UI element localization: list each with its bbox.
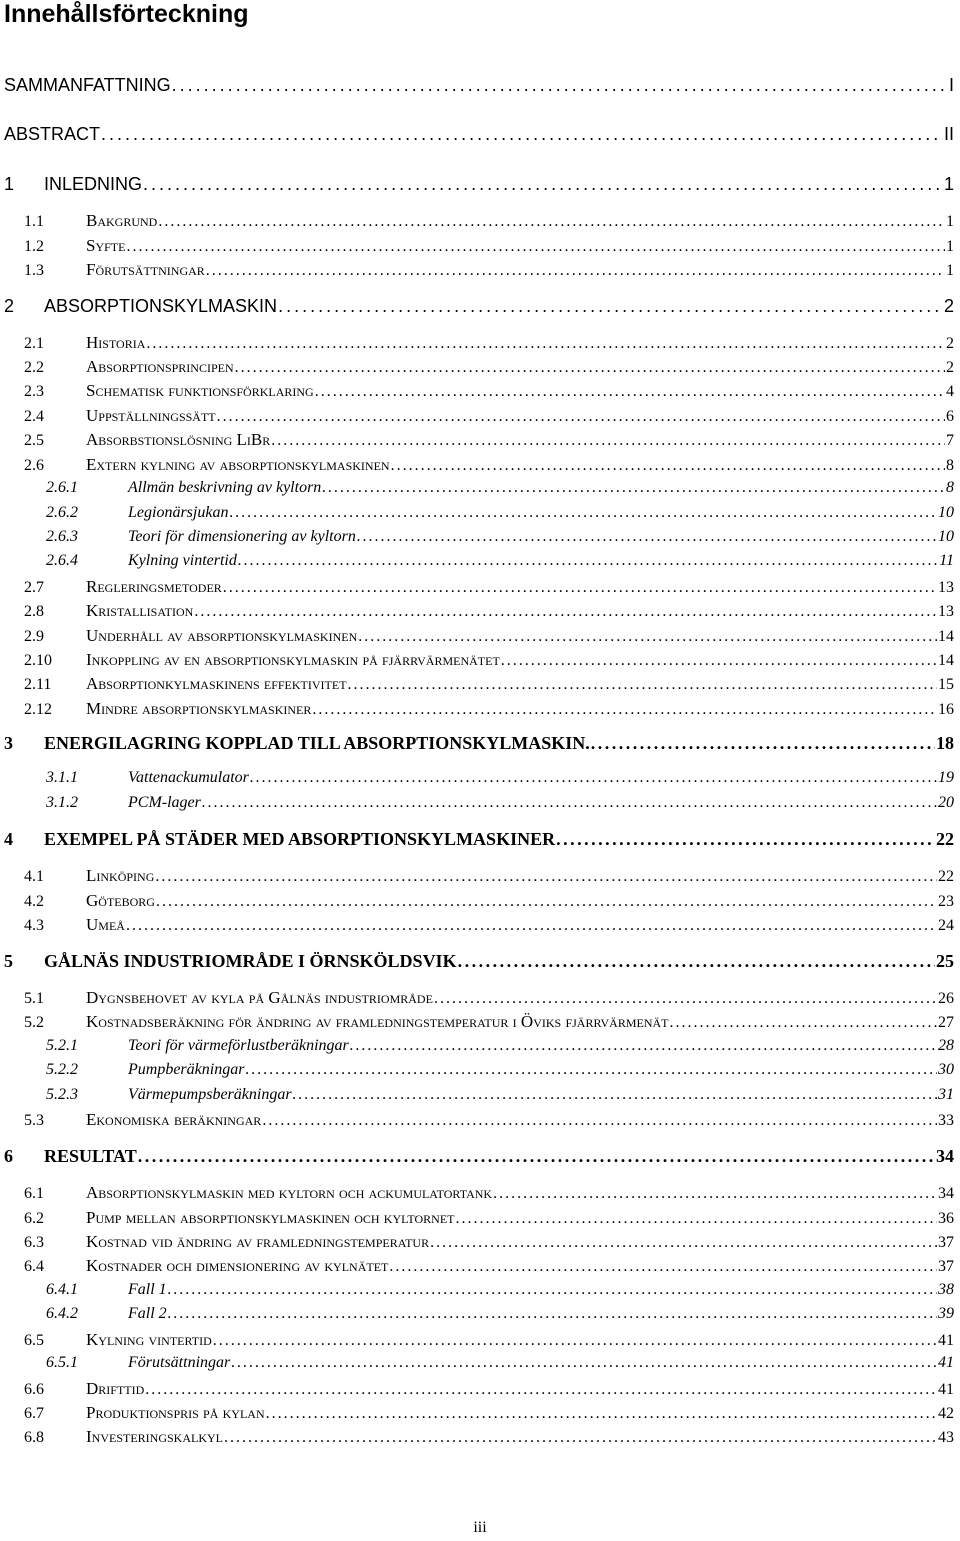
dot-leader (262, 1112, 937, 1130)
toc-entry-title: ABSTRACT (4, 124, 101, 144)
toc-entry-title: Syfte (86, 236, 126, 255)
toc-entry[interactable] (4, 124, 954, 146)
page-title: Innehållsförteckning (4, 0, 249, 28)
dot-leader (591, 733, 935, 754)
dot-leader (312, 701, 937, 719)
dot-leader (348, 676, 937, 694)
toc-entry-number: 2.6.4 (46, 552, 78, 569)
toc-entry-number: 5.2.3 (46, 1086, 78, 1103)
toc-entry-number: 5.2.2 (46, 1061, 78, 1078)
toc-entry-page: 22 (938, 868, 954, 885)
toc-entry-page: 10 (938, 504, 954, 521)
toc-entry[interactable] (24, 1110, 954, 1132)
toc-entry-title: PCM-lager (128, 794, 201, 811)
dot-leader (271, 432, 945, 450)
dot-leader (229, 504, 937, 522)
toc-entry-page: 27 (938, 1014, 954, 1031)
toc-entry-page: 15 (938, 676, 954, 693)
dot-leader (493, 1185, 937, 1203)
toc-entry[interactable] (24, 381, 954, 403)
dot-leader (194, 603, 937, 621)
toc-entry-number: 1 (4, 174, 15, 194)
toc-entry-title: Absorptionkylmaskinens effektivitet (86, 674, 347, 693)
toc-entry[interactable] (24, 1208, 954, 1230)
toc-entry[interactable] (46, 1354, 954, 1376)
toc-entry-title: SAMMANFATTNING (4, 75, 171, 95)
toc-entry-page: 19 (938, 769, 954, 786)
dot-leader (322, 479, 945, 497)
dot-leader (168, 1305, 937, 1323)
dot-leader (206, 262, 945, 280)
toc-entry-title: Vattenackumulator (128, 769, 249, 786)
toc-entry-title: Drifttid (86, 1379, 145, 1398)
dot-leader (357, 528, 937, 546)
toc-entry-page: 1 (946, 262, 954, 279)
toc-entry-number: 5.2 (24, 1014, 44, 1031)
dot-leader (126, 917, 937, 935)
toc-entry-page: 43 (938, 1429, 954, 1446)
toc-entry-number: 4.1 (24, 868, 44, 885)
toc-entry-page: 25 (936, 951, 954, 971)
toc-entry-title: Absorbstionslösning LiBr (86, 430, 271, 449)
dot-leader (138, 1146, 935, 1167)
dot-leader (146, 335, 945, 353)
toc-entry[interactable] (4, 951, 954, 973)
toc-entry-page: 22 (936, 829, 954, 849)
toc-entry[interactable] (24, 1183, 954, 1205)
toc-entry-number: 6.3 (24, 1234, 44, 1251)
toc-entry[interactable] (24, 601, 954, 623)
toc-entry-page: 37 (938, 1234, 954, 1251)
toc-entry[interactable] (4, 1146, 954, 1168)
toc-entry[interactable] (24, 1012, 954, 1034)
toc-entry-number: 3 (4, 733, 13, 753)
toc-entry-number: 2.6.1 (46, 479, 78, 496)
toc-entry-title: Uppställningssätt (86, 406, 216, 425)
toc-entry[interactable] (24, 891, 954, 913)
toc-entry-title: Allmän beskrivning av kyltorn (128, 479, 322, 496)
toc-entry-title: Bakgrund (86, 211, 158, 230)
toc-entry-page: 14 (938, 652, 954, 669)
toc-entry[interactable] (24, 1256, 954, 1278)
toc-entry-title: Ekonomiska beräkningar (86, 1110, 262, 1129)
toc-entry[interactable] (46, 479, 954, 501)
toc-entry-title: GÅLNÄS INDUSTRIOMRÅDE I ÖRNSKÖLDSVIK (44, 951, 457, 971)
dot-leader (455, 1210, 937, 1228)
toc-entry-title: Värmepumpsberäkningar (128, 1086, 292, 1103)
toc-entry-page: 34 (936, 1146, 954, 1166)
toc-entry-title: Göteborg (86, 891, 155, 910)
dot-leader (266, 1405, 937, 1423)
toc-entry-number: 6.5 (24, 1332, 44, 1349)
toc-entry-title: Kylning vintertid (128, 552, 237, 569)
toc-entry-title: Teori för dimensionering av kyltorn (128, 528, 356, 545)
toc-entry-number: 2.5 (24, 432, 44, 449)
toc-entry-page: 8 (946, 457, 954, 474)
toc-entry[interactable] (46, 1281, 954, 1303)
toc-entry-title: Mindre absorptionskylmaskiner (86, 699, 312, 718)
toc-entry-title: Umeå (86, 915, 125, 934)
toc-entry-page: 16 (938, 701, 954, 718)
toc-entry-number: 4 (4, 829, 13, 849)
toc-entry-page: 7 (946, 432, 954, 449)
dot-leader (315, 383, 945, 401)
dot-leader (223, 579, 937, 597)
dot-leader (158, 213, 945, 231)
toc-entry[interactable] (24, 1232, 954, 1254)
toc-entry-page: 31 (938, 1086, 954, 1103)
toc-entry-title: Kristallisation (86, 601, 194, 620)
dot-leader (501, 652, 937, 670)
toc-entry-title: Pumpberäkningar (128, 1061, 245, 1078)
toc-entry-number: 2.10 (24, 652, 52, 669)
toc-entry[interactable] (24, 406, 954, 428)
dot-leader (156, 893, 937, 911)
toc-entry[interactable] (24, 455, 954, 477)
toc-entry-number: 6.7 (24, 1405, 44, 1422)
toc-entry[interactable] (4, 296, 954, 318)
toc-entry[interactable] (46, 769, 954, 791)
toc-entry[interactable] (24, 650, 954, 672)
toc-entry-number: 5.1 (24, 990, 44, 1007)
toc-entry-page: 26 (938, 990, 954, 1007)
toc-entry-title: Kostnad vid ändring av framledningstemperatur (86, 1232, 430, 1251)
toc-entry-page: 14 (938, 628, 954, 645)
toc-entry-page: 2 (943, 296, 954, 316)
toc-entry-number: 2.6.2 (46, 504, 78, 521)
toc-entry[interactable] (4, 75, 954, 97)
toc-entry-number: 6.4.1 (46, 1281, 78, 1298)
dot-leader (238, 552, 938, 570)
toc-entry-page: 18 (936, 733, 954, 753)
toc-entry-page: 28 (938, 1037, 954, 1054)
toc-entry-title: Fall 2 (128, 1305, 167, 1322)
dot-leader (434, 990, 937, 1008)
toc-entry-title: Produktionspris på kylan (86, 1403, 265, 1422)
page-number: iii (473, 1519, 487, 1536)
toc-entry-page: 1 (946, 213, 954, 230)
dot-leader (670, 1014, 937, 1032)
toc-entry[interactable] (24, 866, 954, 888)
toc-entry-number: 6.1 (24, 1185, 44, 1202)
toc-entry-title: Absorptionskylmaskin med kyltorn och ackumulatortank (86, 1183, 493, 1202)
toc-entry-page: II (943, 124, 954, 144)
toc-entry-title: Kostnadsberäkning för ändring av framledningstemperatur i Öviks fjärrvärmenät (86, 1012, 669, 1031)
dot-leader (145, 1381, 937, 1399)
toc-entry-title: Dygnsbehovet av kyla på Gålnäs industriområde (86, 988, 433, 1007)
toc-entry[interactable] (24, 1427, 954, 1449)
toc-entry-number: 2.3 (24, 383, 44, 400)
dot-leader (101, 124, 943, 145)
dot-leader (556, 829, 935, 850)
toc-entry-number: 2.7 (24, 579, 44, 596)
toc-entry-title: RESULTAT (44, 1146, 137, 1166)
toc-entry-page: 13 (938, 579, 954, 596)
toc-entry-page: 4 (946, 383, 954, 400)
toc-entry-page: 36 (938, 1210, 954, 1227)
toc-entry-number: 6.6 (24, 1381, 44, 1398)
toc-entry[interactable] (46, 794, 954, 816)
toc-entry-number: 2.2 (24, 359, 44, 376)
toc-entry-number: 2.12 (24, 701, 52, 718)
toc-entry-title: Kostnader och dimensionering av kylnätet (86, 1256, 389, 1275)
toc-entry-page: 33 (938, 1112, 954, 1129)
dot-leader (143, 174, 943, 195)
toc-entry-page: 39 (938, 1305, 954, 1322)
toc-entry-number: 3.1.1 (46, 769, 78, 786)
toc-entry[interactable] (46, 1037, 954, 1059)
toc-entry-number: 6.5.1 (46, 1354, 78, 1371)
toc-entry-page: 24 (938, 917, 954, 934)
toc-entry-page: 11 (939, 552, 954, 569)
dot-leader (172, 75, 948, 96)
toc-entry-page: 37 (938, 1258, 954, 1275)
toc-entry-title: ABSORPTIONSKYLMASKIN (44, 296, 278, 316)
toc-entry-page: 23 (938, 893, 954, 910)
toc-entry-page: 13 (938, 603, 954, 620)
toc-entry[interactable] (24, 1330, 954, 1352)
toc-entry-title: Investeringskalkyl (86, 1427, 223, 1446)
dot-leader (224, 1429, 937, 1447)
toc-entry-title: Förutsättningar (128, 1354, 231, 1371)
toc-entry-title: ENERGILAGRING KOPPLAD TILL ABSORPTIONSKYLMASKIN. (44, 733, 590, 753)
toc-entry-page: 8 (946, 479, 954, 496)
toc-entry-title: Legionärsjukan (128, 504, 229, 521)
dot-leader (430, 1234, 937, 1252)
toc-entry-number: 6.4.2 (46, 1305, 78, 1322)
toc-entry-page: 20 (938, 794, 954, 811)
toc-entry-page: 41 (938, 1332, 954, 1349)
toc-entry-number: 2.6.3 (46, 528, 78, 545)
toc-entry-page: 42 (938, 1405, 954, 1422)
toc-entry-number: 2.6 (24, 457, 44, 474)
toc-entry-page: 1 (943, 174, 954, 194)
toc-entry[interactable] (46, 552, 954, 574)
toc-entry[interactable] (24, 626, 954, 648)
toc-entry-number: 2.11 (24, 676, 52, 693)
toc-entry[interactable] (24, 211, 954, 233)
dot-leader (126, 238, 945, 256)
toc-entry[interactable] (24, 430, 954, 452)
toc-entry[interactable] (24, 988, 954, 1010)
toc-entry-page: 41 (938, 1381, 954, 1398)
toc-entry[interactable] (46, 1061, 954, 1083)
toc-entry-page: 34 (938, 1185, 954, 1202)
toc-entry[interactable] (4, 733, 954, 755)
dot-leader (458, 951, 935, 972)
dot-leader (245, 1061, 937, 1079)
toc-entry[interactable] (24, 1403, 954, 1425)
toc-entry-title: Kylning vintertid (86, 1330, 212, 1349)
toc-entry-number: 1.3 (24, 262, 44, 279)
toc-entry-page: 41 (938, 1354, 954, 1371)
toc-entry-page: 2 (946, 335, 954, 352)
toc-entry[interactable] (24, 577, 954, 599)
toc-entry[interactable] (24, 357, 954, 379)
toc-entry[interactable] (46, 504, 954, 526)
toc-entry-number: 4.3 (24, 917, 44, 934)
dot-leader (250, 769, 937, 787)
toc-entry-title: Teori för värmeförlustberäkningar (128, 1037, 349, 1054)
toc-entry[interactable] (24, 699, 954, 721)
toc-entry-title: Pump mellan absorptionskylmaskinen och kyltornet (86, 1208, 455, 1227)
toc-entry-page: 1 (946, 238, 954, 255)
toc-entry-title: Linköping (86, 866, 155, 885)
toc-entry-title: Extern kylning av absorptionskylmaskinen (86, 455, 390, 474)
toc-entry-number: 6.8 (24, 1429, 44, 1446)
toc-entry-title: Absorptionsprincipen (86, 357, 234, 376)
toc-entry-number: 2.8 (24, 603, 44, 620)
toc-entry[interactable] (24, 915, 954, 937)
toc-entry[interactable] (24, 1379, 954, 1401)
dot-leader (155, 868, 937, 886)
dot-leader (202, 794, 937, 812)
toc-entry-number: 2 (4, 296, 15, 316)
toc-entry[interactable] (46, 1305, 954, 1327)
dot-leader (350, 1037, 937, 1055)
dot-leader (391, 457, 945, 475)
toc-entry[interactable] (24, 260, 954, 282)
toc-entry[interactable] (4, 829, 954, 851)
toc-entry-number: 5.3 (24, 1112, 44, 1129)
toc-entry-title: EXEMPEL PÅ STÄDER MED ABSORPTIONSKYLMASKINER (44, 829, 556, 849)
dot-leader (278, 296, 943, 317)
toc-entry-number: 4.2 (24, 893, 44, 910)
toc-entry[interactable] (24, 674, 954, 696)
toc-entry-title: Historia (86, 333, 146, 352)
toc-entry-number: 3.1.2 (46, 794, 78, 811)
toc-entry-number: 5.2.1 (46, 1037, 78, 1054)
toc-entry-number: 1.1 (24, 213, 44, 230)
dot-leader (235, 359, 945, 377)
toc-entry-number: 2.9 (24, 628, 44, 645)
dot-leader (213, 1332, 937, 1350)
dot-leader (293, 1086, 937, 1104)
toc-entry-title: Förutsättningar (86, 260, 205, 279)
toc-entry-page: 30 (938, 1061, 954, 1078)
toc-entry-title: Inkoppling av en absorptionskylmaskin på fjärrvärmenätet (86, 650, 500, 669)
dot-leader (389, 1258, 937, 1276)
toc-entry[interactable] (24, 236, 954, 258)
toc-entry-number: 6.2 (24, 1210, 44, 1227)
toc-entry-number: 1.2 (24, 238, 44, 255)
dot-leader (231, 1354, 937, 1372)
toc-entry[interactable] (4, 174, 954, 196)
toc-entry[interactable] (46, 528, 954, 550)
toc-entry-page: 2 (946, 359, 954, 376)
dot-leader (358, 628, 937, 646)
toc-entry-title: Fall 1 (128, 1281, 167, 1298)
toc-entry-title: Regleringsmetoder (86, 577, 222, 596)
toc-entry-page: 6 (946, 408, 954, 425)
toc-entry-number: 6.4 (24, 1258, 44, 1275)
toc-entry-page: 38 (938, 1281, 954, 1298)
toc-entry-title: INLEDNING (44, 174, 143, 194)
toc-entry[interactable] (46, 1086, 954, 1108)
toc-entry-title: Underhåll av absorptionskylmaskinen (86, 626, 358, 645)
toc-entry[interactable] (24, 333, 954, 355)
toc-entry-number: 5 (4, 951, 13, 971)
toc-entry-number: 2.4 (24, 408, 44, 425)
toc-entry-title: Schematisk funktionsförklaring (86, 381, 314, 400)
dot-leader (217, 408, 945, 426)
toc-entry-page: I (948, 75, 954, 95)
dot-leader (168, 1281, 937, 1299)
toc-entry-number: 6 (4, 1146, 13, 1166)
toc-entry-number: 2.1 (24, 335, 44, 352)
toc-entry-page: 10 (938, 528, 954, 545)
